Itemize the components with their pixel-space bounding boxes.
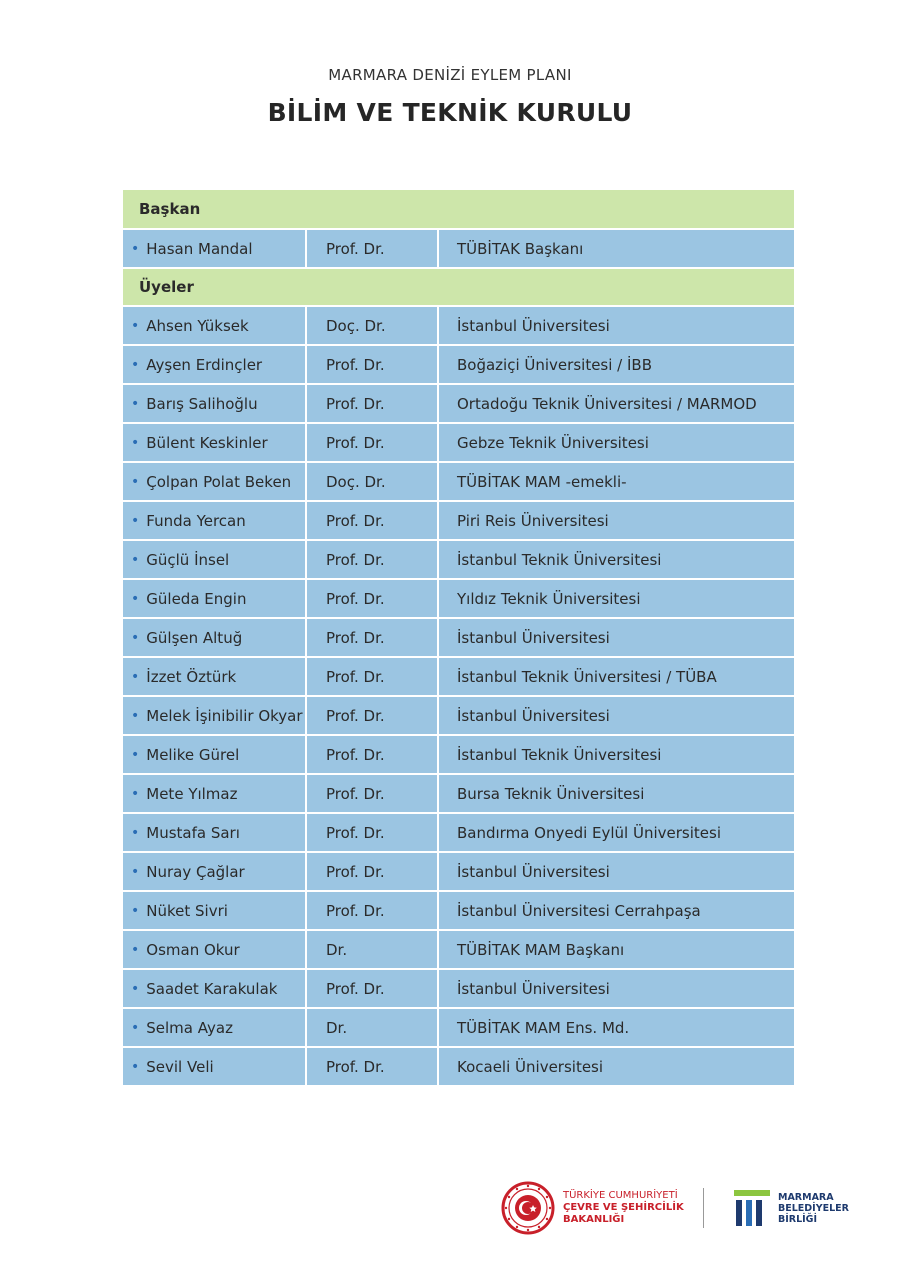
name-cell — [123, 1048, 307, 1085]
member-name: Mustafa Sarı — [146, 823, 240, 842]
member-name: Melike Gürel — [146, 745, 240, 764]
institution-cell: İstanbul Teknik Üniversitesi — [457, 550, 662, 569]
institution-cell: Ortadoğu Teknik Üniversitesi / MARMOD — [457, 394, 757, 413]
member-name: Güçlü İnsel — [146, 550, 230, 569]
name-cell — [123, 658, 307, 695]
member-name: Bülent Keskinler — [146, 433, 268, 452]
bullet-icon: • — [131, 590, 140, 607]
committee-table — [123, 190, 794, 1085]
section-header-chair — [123, 190, 794, 228]
institution-cell: İstanbul Teknik Üniversitesi / TÜBA — [457, 667, 717, 686]
title-cell: Prof. Dr. — [307, 619, 439, 656]
name-cell — [123, 424, 307, 461]
title-cell: Prof. Dr. — [307, 775, 439, 812]
table-row — [123, 890, 794, 929]
member-name: Mete Yılmaz — [146, 784, 238, 803]
institution-cell: Boğaziçi Üniversitesi / İBB — [457, 355, 652, 374]
title-cell: Prof. Dr. — [307, 424, 439, 461]
name-cell — [123, 230, 307, 267]
bullet-icon: • — [131, 629, 140, 646]
ministry-emblem-icon — [501, 1181, 555, 1235]
title-cell: Prof. Dr. — [307, 541, 439, 578]
institution-cell: Bandırma Onyedi Eylül Üniversitesi — [457, 823, 721, 842]
member-name: Saadet Karakulak — [146, 979, 278, 998]
bullet-icon: • — [131, 668, 140, 685]
member-name: Nuray Çağlar — [146, 862, 245, 881]
table-row — [123, 1007, 794, 1046]
name-cell — [123, 892, 307, 929]
section-header-members — [123, 267, 794, 305]
table-row — [123, 695, 794, 734]
member-name: Ahsen Yüksek — [146, 316, 249, 335]
title-cell: Prof. Dr. — [307, 502, 439, 539]
member-name: Barış Salihoğlu — [146, 394, 258, 413]
table-row — [123, 539, 794, 578]
bullet-icon: • — [131, 356, 140, 373]
section-label: Başkan — [139, 200, 201, 218]
title-cell: Prof. Dr. — [307, 736, 439, 773]
bullet-icon: • — [131, 395, 140, 412]
bullet-icon: • — [131, 551, 140, 568]
institution-cell: İstanbul Üniversitesi — [457, 862, 610, 881]
table-row — [123, 929, 794, 968]
bullet-icon: • — [131, 980, 140, 997]
table-row-chair — [123, 228, 794, 267]
member-name: Güleda Engin — [146, 589, 247, 608]
member-name: Funda Yercan — [146, 511, 246, 530]
table-row — [123, 305, 794, 344]
institution-cell: İstanbul Üniversitesi — [457, 706, 610, 725]
name-cell — [123, 541, 307, 578]
bullet-icon: • — [131, 746, 140, 763]
page-subtitle: MARMARA DENİZİ EYLEM PLANI — [328, 66, 572, 84]
title-cell: Dr. — [307, 1009, 439, 1046]
table-row — [123, 500, 794, 539]
mbb-logo — [734, 1190, 849, 1226]
name-cell — [123, 775, 307, 812]
bullet-icon: • — [131, 473, 140, 490]
institution-cell: TÜBİTAK Başkanı — [457, 239, 584, 258]
name-cell — [123, 502, 307, 539]
table-row — [123, 344, 794, 383]
table-row — [123, 383, 794, 422]
institution-cell: İstanbul Üniversitesi — [457, 979, 610, 998]
bullet-icon: • — [131, 707, 140, 724]
table-row — [123, 578, 794, 617]
title-cell: Prof. Dr. — [307, 892, 439, 929]
member-name: Osman Okur — [146, 940, 240, 959]
title-cell: Doç. Dr. — [307, 463, 439, 500]
table-row — [123, 851, 794, 890]
member-name: Çolpan Polat Beken — [146, 472, 292, 491]
bullet-icon: • — [131, 902, 140, 919]
institution-cell: Kocaeli Üniversitesi — [457, 1057, 604, 1076]
table-row — [123, 461, 794, 500]
name-cell — [123, 931, 307, 968]
name-cell — [123, 853, 307, 890]
institution-cell: TÜBİTAK MAM -emekli- — [457, 472, 627, 491]
institution-cell: Piri Reis Üniversitesi — [457, 511, 609, 530]
ministry-name: TÜRKİYE CUMHURİYETİ ÇEVRE VE ŞEHİRCİLİK BAKANLIĞI — [563, 1190, 684, 1225]
title-cell: Prof. Dr. — [307, 814, 439, 851]
title-cell: Prof. Dr. — [307, 658, 439, 695]
member-list — [123, 305, 794, 1085]
institution-cell: İstanbul Üniversitesi — [457, 316, 610, 335]
title-cell: Dr. — [307, 931, 439, 968]
member-name: Gülşen Altuğ — [146, 628, 243, 647]
page-title: BİLİM VE TEKNİK KURULU — [267, 98, 633, 127]
member-name: Ayşen Erdinçler — [146, 355, 263, 374]
bullet-icon: • — [131, 863, 140, 880]
institution-cell: TÜBİTAK MAM Başkanı — [457, 940, 625, 959]
footer-divider — [703, 1188, 704, 1228]
table-row — [123, 422, 794, 461]
institution-cell: İstanbul Üniversitesi — [457, 628, 610, 647]
bullet-icon: • — [131, 240, 140, 257]
section-label: Üyeler — [139, 278, 194, 296]
name-cell — [123, 736, 307, 773]
title-cell: Prof. Dr. — [307, 346, 439, 383]
title-cell: Prof. Dr. — [307, 1048, 439, 1085]
bullet-icon: • — [131, 824, 140, 841]
member-name: Selma Ayaz — [146, 1018, 233, 1037]
bullet-icon: • — [131, 1019, 140, 1036]
title-cell: Prof. Dr. — [307, 853, 439, 890]
mbb-name: MARMARA BELEDİYELER BİRLİĞİ — [778, 1191, 849, 1225]
table-row — [123, 773, 794, 812]
institution-cell: Bursa Teknik Üniversitesi — [457, 784, 645, 803]
member-name: İzzet Öztürk — [146, 667, 237, 686]
name-cell — [123, 814, 307, 851]
bullet-icon: • — [131, 512, 140, 529]
name-cell — [123, 1009, 307, 1046]
mbb-emblem-icon — [734, 1190, 770, 1226]
title-cell: Prof. Dr. — [307, 580, 439, 617]
name-cell — [123, 619, 307, 656]
name-cell — [123, 307, 307, 344]
member-name: Sevil Veli — [146, 1057, 214, 1076]
name-cell — [123, 385, 307, 422]
institution-cell: Gebze Teknik Üniversitesi — [457, 433, 649, 452]
institution-cell: İstanbul Teknik Üniversitesi — [457, 745, 662, 764]
table-row — [123, 734, 794, 773]
title-cell: Prof. Dr. — [307, 230, 439, 267]
bullet-icon: • — [131, 317, 140, 334]
table-row — [123, 656, 794, 695]
bullet-icon: • — [131, 434, 140, 451]
institution-cell: Yıldız Teknik Üniversitesi — [457, 589, 641, 608]
title-cell: Prof. Dr. — [307, 697, 439, 734]
bullet-icon: • — [131, 941, 140, 958]
title-cell: Doç. Dr. — [307, 307, 439, 344]
table-row — [123, 968, 794, 1007]
name-cell — [123, 346, 307, 383]
member-name: Nüket Sivri — [146, 901, 228, 920]
table-row — [123, 1046, 794, 1085]
name-cell — [123, 697, 307, 734]
name-cell — [123, 970, 307, 1007]
table-row — [123, 812, 794, 851]
footer — [0, 1180, 900, 1240]
ministry-logo — [501, 1180, 684, 1236]
name-cell — [123, 463, 307, 500]
bullet-icon: • — [131, 785, 140, 802]
member-name: Melek İşinibilir Okyar — [146, 706, 303, 725]
bullet-icon: • — [131, 1058, 140, 1075]
institution-cell: TÜBİTAK MAM Ens. Md. — [457, 1018, 630, 1037]
table-row — [123, 617, 794, 656]
name-cell — [123, 580, 307, 617]
institution-cell: İstanbul Üniversitesi Cerrahpaşa — [457, 901, 701, 920]
member-name: Hasan Mandal — [146, 239, 253, 258]
title-cell: Prof. Dr. — [307, 385, 439, 422]
title-cell: Prof. Dr. — [307, 970, 439, 1007]
